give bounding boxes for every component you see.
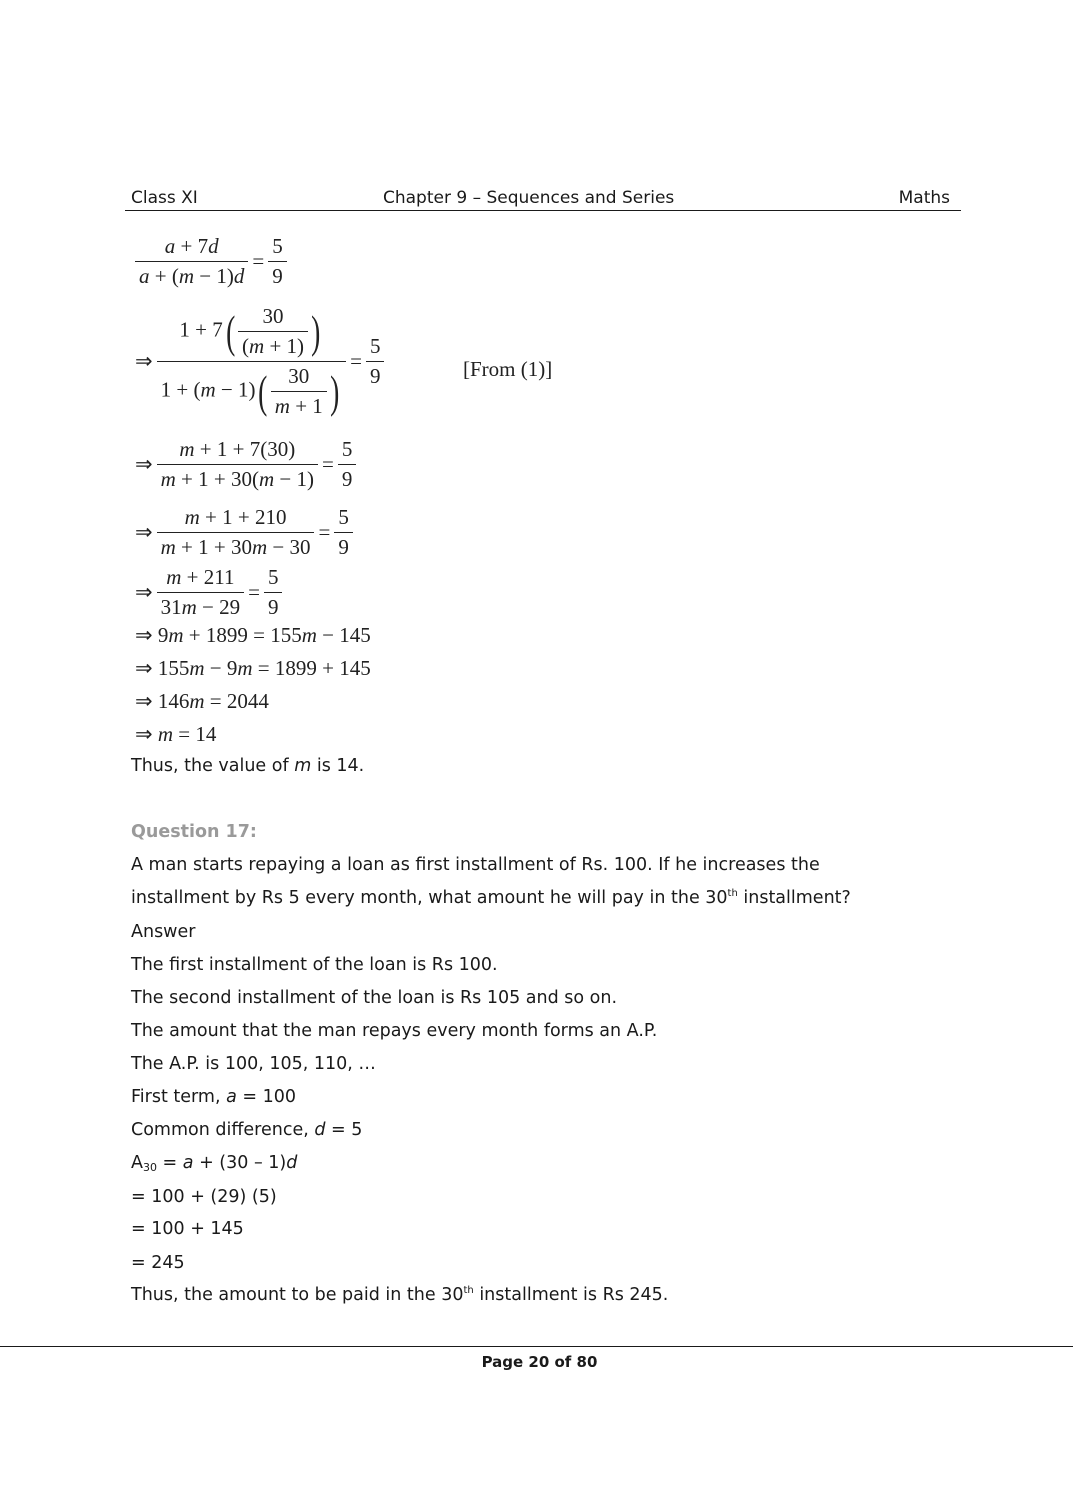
calc-step: = 245 (131, 1253, 185, 1273)
question-heading: Question 17: (131, 822, 257, 842)
equation-2: ⇒ 1 + 7( $\frac{30}{(m + 1)}$ ) 1 + (m − 1)( $\frac{30}{m + 1}$ ) = $\frac{5}{9}$ (135, 304, 384, 419)
equation-6: ⇒ 9m + 1899 = 155m − 145 (135, 623, 371, 647)
header-chapter: Chapter 9 – Sequences and Series (383, 188, 675, 208)
answer-line: The first installment of the loan is Rs 100. (131, 955, 498, 975)
conclusion-m: Thus, the value of m is 14. (131, 756, 365, 776)
answer-line: The second installment of the loan is Rs 105 and so on. (131, 988, 618, 1008)
equation-7: ⇒ 155m − 9m = 1899 + 145 (135, 656, 371, 680)
footer-divider (0, 1346, 1073, 1347)
equation-4: ⇒ $\frac{m + 1 + 210}{m + 1 + 30m - 30}$ = $\frac{5}{9}$ (135, 505, 353, 560)
page-number: Page 20 of 80 (481, 1353, 598, 1371)
answer-line: The A.P. is 100, 105, 110, … (131, 1054, 376, 1074)
equation-9: ⇒ m = 14 (135, 722, 217, 746)
header-class: Class XI (131, 188, 198, 208)
equation-8: ⇒ 146m = 2044 (135, 689, 269, 713)
answer-line: The amount that the man repays every month forms an A.P. (131, 1021, 658, 1041)
equation-3: ⇒ $\frac{m + 1 + 7(30)}{m + 1 + 30(m - 1)}$ = $\frac{5}{9}$ (135, 437, 356, 492)
final-conclusion: Thus, the amount to be paid in the 30th installment is Rs 245. (131, 1285, 669, 1305)
question-line-1: A man starts repaying a loan as first installment of Rs. 100. If he increases the (131, 855, 820, 875)
page-header (125, 188, 961, 211)
common-difference-line: Common difference, d = 5 (131, 1120, 363, 1140)
from-note: [From (1)] (463, 357, 553, 381)
calc-step: = 100 + 145 (131, 1219, 244, 1239)
header-subject: Maths (898, 188, 950, 208)
calc-step: = 100 + (29) (5) (131, 1187, 277, 1207)
first-term-line: First term, a = 100 (131, 1087, 297, 1107)
question-line-2: installment by Rs 5 every month, what amount he will pay in the 30th installment? (131, 888, 851, 908)
a30-formula-line: $A_{30} = a + (30 - 1)d$ (131, 1153, 298, 1174)
equation-1: $\frac{a + 7d}{a + (m - 1)d}$ = $\frac{5}{9}$ (135, 234, 287, 289)
equation-5: ⇒ $\frac{m + 211}{31m - 29}$ = $\frac{5}{9}$ (135, 565, 282, 620)
answer-label: Answer (131, 922, 196, 942)
